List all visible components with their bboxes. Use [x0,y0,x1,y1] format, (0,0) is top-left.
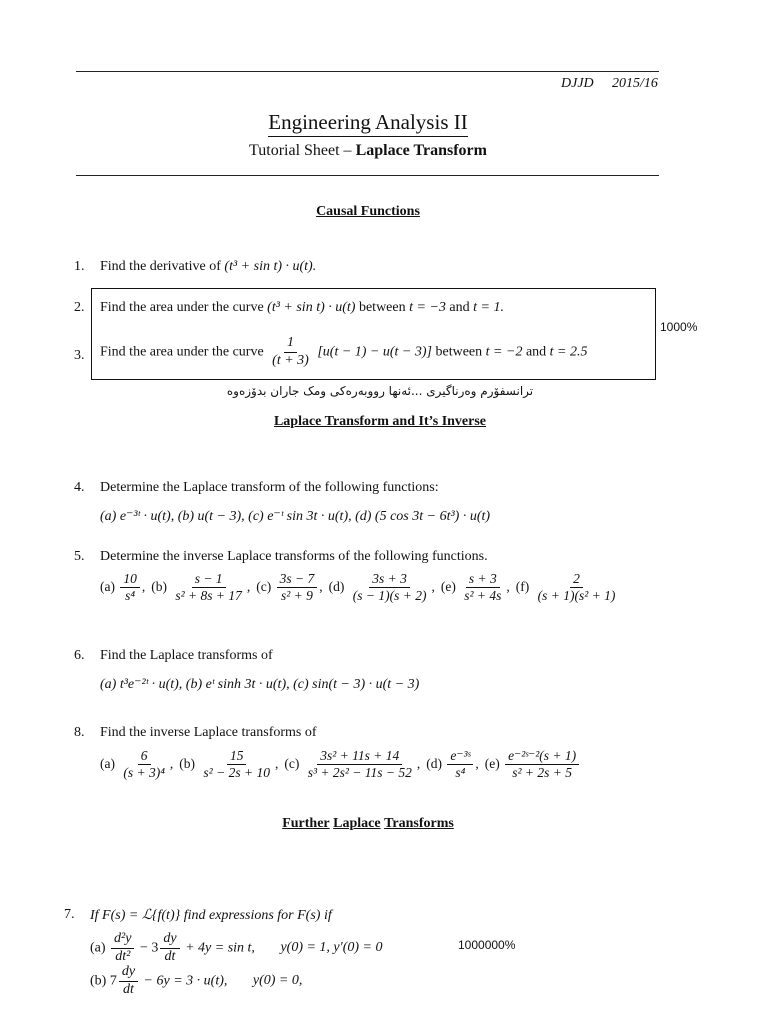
q8-text: Find the inverse Laplace transforms of [100,725,317,740]
page-title: Engineering Analysis II [0,110,736,135]
q8-item-2: (c) $\frac{\text{3s² + 11s + 14}}{\text{s³ + 2s² − 11s − 52}}$ , [284,748,421,781]
q8-item-0: (a) $\frac{6}{\text{(s + 3)⁴}}$ , [100,748,174,781]
top-rule [76,71,659,72]
q7-text: If F(s) = ℒ{f(t)} find expressions for F(s) if [90,908,332,923]
q5-item-0: (a) $\frac{10}{\text{s⁴}}$ , [100,571,146,604]
side-percent-1: 1000% [660,320,698,334]
side-percent-2: 1000000% [458,938,516,952]
q3-number: 3. [74,348,85,363]
q5-text: Determine the inverse Laplace transforms of the following functions. [100,549,488,564]
q5-number: 5. [74,549,85,564]
q7b: (b) 7 $\frac{dy}{dt}$ − 6y = 3 · u(t), y(0) = 0, [90,964,303,997]
q8-item-3: (d) $\frac{\text{e⁻³ˢ}}{\text{s⁴}}$ , [426,748,479,781]
q4-number: 4. [74,480,85,495]
q5-item-3: (d) $\frac{3s + 3}{(s - 1)(s + 2)}$ , [328,571,435,604]
q8-parts [100,749,587,780]
q8-number: 8. [74,725,85,740]
section-causal: Causal Functions [316,204,420,219]
q7a: (a) $\frac{\text{d²y}}{\text{dt²}}$ − 3 $\frac{dy}{dt}$ + 4y = sin t, y(0) = 1, y′(0) = 0 [90,931,383,964]
q3-text: Find the area under the curve $\frac{1}{(t + 3)}$ [u(t − 1) − u(t − 3)] between t = −2 and t = 2.5 [100,335,588,368]
q6-text: Find the Laplace transforms of [100,648,273,663]
title-rule [76,175,659,176]
kurdish-note: ترانسفۆرم وەرناگیری ...ئەنها رووبەرەکی ومک جاران بدۆزەوە [226,384,534,398]
q8-item-1: (b) $\frac{15}{\text{s² − 2s + 10}}$ , [179,748,279,781]
q4-parts: (a) e⁻³ᵗ · u(t), (b) u(t − 3), (c) e⁻ᵗ sin 3t · u(t), (d) (5 cos 3t − 6t³) · u(t) [100,509,491,524]
q5-item-1: (b) $\frac{s - 1}{\text{s² + 8s + 17}}$ , [151,571,251,604]
q7-number: 7. [64,907,75,922]
q5-item-2: (c) $\frac{3s - 7}{\text{s² + 9}}$ , [256,571,323,604]
section-further: Further Laplace Transforms [282,816,454,831]
course-code: DJJD [561,76,594,91]
q4-text: Determine the Laplace transform of the following functions: [100,480,439,495]
q5-item-4: (e) $\frac{s + 3}{\text{s² + 4s}}$ , [440,571,510,604]
page-subtitle: Tutorial Sheet – Laplace Transform [249,142,487,159]
q5-parts [100,572,626,603]
q1-number: 1. [74,259,85,274]
academic-year: 2015/16 [612,76,658,91]
q1-text: Find the derivative of (t³ + sin t) · u(t). [100,259,317,274]
q6-parts: (a) t³e⁻²ᵗ · u(t), (b) eᵗ sinh 3t · u(t), (c) sin(t − 3) · u(t − 3) [100,677,420,692]
q8-item-4: (e) $\frac{\text{e⁻²ˢ⁻²(s + 1)}}{\text{s² + 2s + 5}}$ [485,756,581,771]
q6-number: 6. [74,648,85,663]
q2-number: 2. [74,300,85,315]
q5-item-5: (f) $\frac{2}{\text{(s + 1)(s² + 1)}}$ [515,571,616,604]
q2-text: Find the area under the curve (t³ + sin t) · u(t) between t = −3 and t = 1. [100,300,504,315]
section-laplace: Laplace Transform and It’s Inverse [273,414,487,429]
